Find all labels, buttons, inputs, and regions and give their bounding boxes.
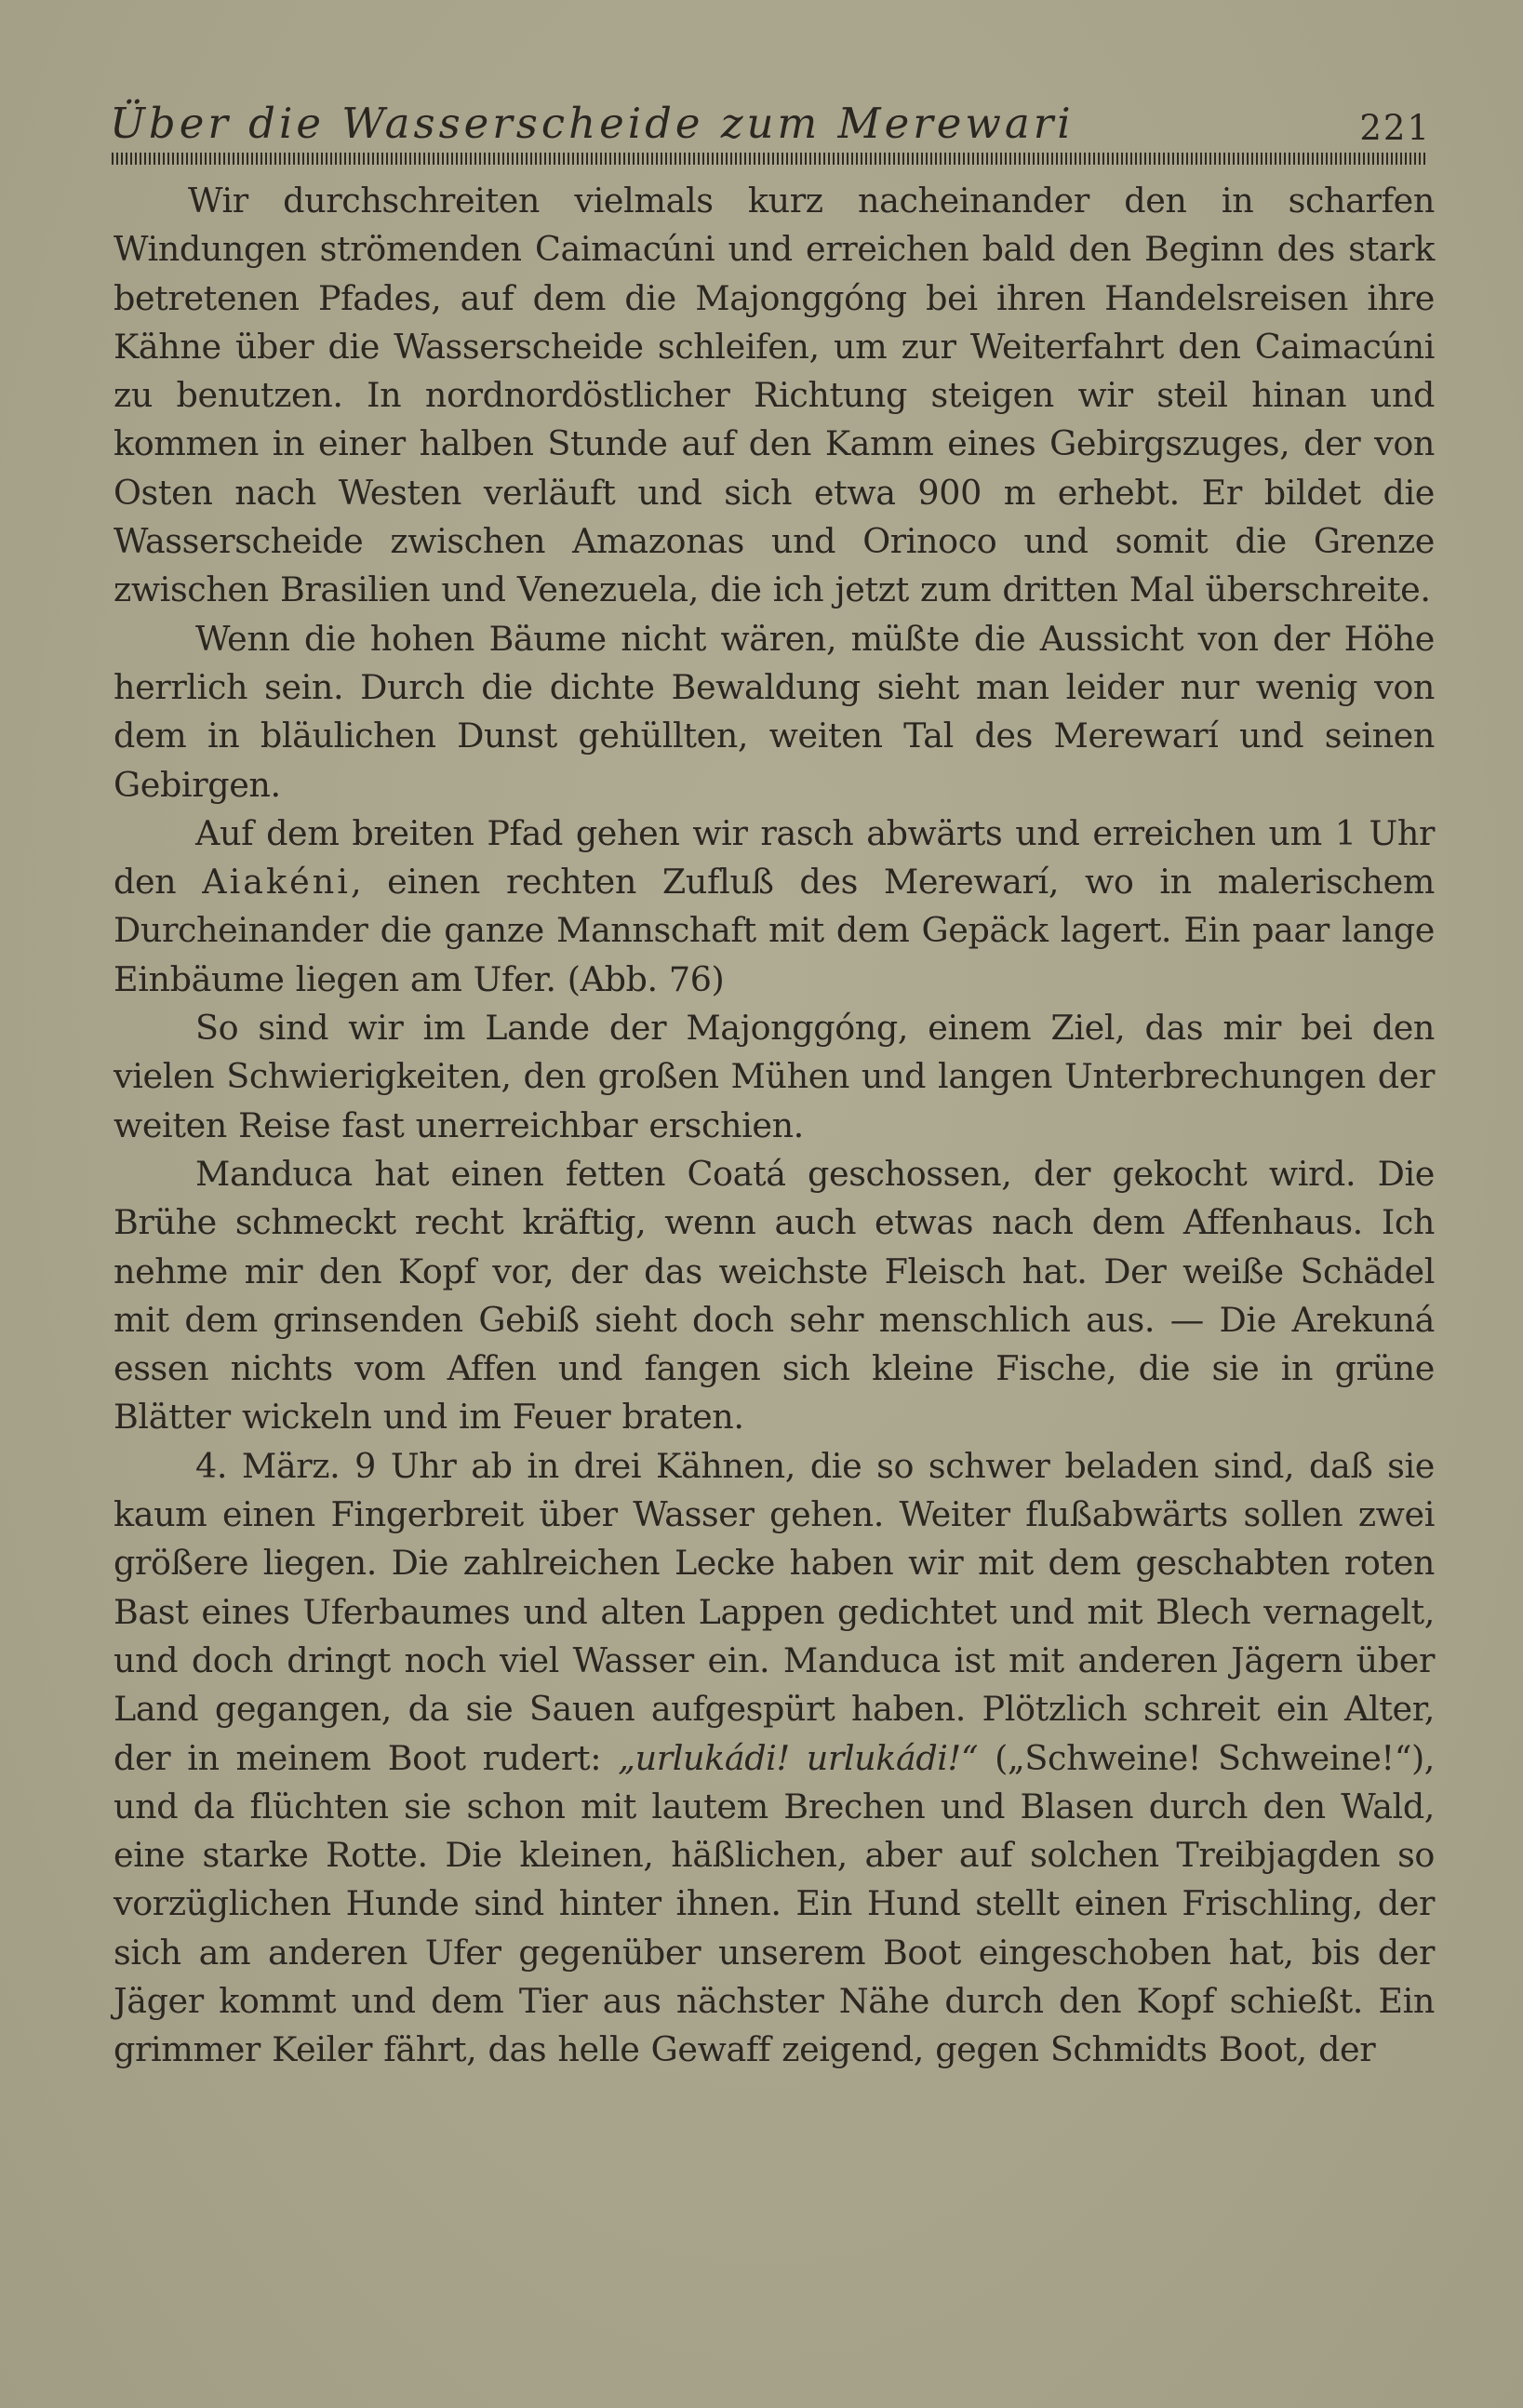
running-title: Über die Wasserscheide zum Merewari (110, 99, 1075, 148)
paragraph: Wenn die hohen Bäume nicht wären, müßte die Aussicht von der Höhe herrlich sein. Durch die dichte Bewaldung sieht man leider nur wenig von dem in bläulichen Dunst gehüllten, weiten Tal des Merewarí und seinen Gebirgen. (114, 618, 1435, 805)
paragraph: Manduca hat einen fetten Coatá geschossen, der gekocht wird. Die Brühe schmeckt recht kräftig, wenn auch etwas nach dem Affenhaus. Ich nehme mir den Kopf vor, der das weichste Fleisch hat. Der weiße Schädel mit dem grinsenden Gebiß sieht doch sehr menschlich aus. — Die Arekuná essen nichts vom Affen und fangen sich kleine Fische, die sie in grüne Blätter wickeln und im Feuer braten. (114, 1153, 1435, 1438)
paragraph-text: („Schweine! Schweine!“), und da flüchten sie schon mit lautem Brechen und Blasen durch den Wald, eine starke Rotte. Die kleinen, häßlichen, aber auf solchen Treibjagden so vorzüglichen Hunde sind hinter ihnen. Ein Hund stellt einen Frischling, der sich am anderen Ufer gegenüber unserem Boot eingeschoben hat, bis der Jäger kommt und dem Tier aus nächster Nähe durch den Kopf schießt. Ein grimmer Keiler fährt, das helle Gewaff zeigend, gegen Schmidts Boot, der (114, 1737, 1436, 2070)
spaced-place-name: Aiakéni (202, 862, 351, 903)
running-head (110, 93, 1431, 151)
paragraph (114, 1442, 1435, 2075)
paragraph: Wir durchschreiten vielmals kurz nacheinander den in scharfen Windungen strömenden Caimacúni und erreichen bald den Beginn des stark betretenen Pfades, auf dem die Majonggóng bei ihren Handelsreisen ihre Kähne über die Wasserscheide schleifen, um zur Weiterfahrt den Caimacúni zu benutzen. In nordnordöstlicher Richtung steigen wir steil hinan und kommen in einer halben Stunde auf den Kamm eines Gebirgszuges, der von Osten nach Westen verläuft und sich etwa 900 m erhebt. Er bildet die Wasserscheide zwischen Amazonas und Orinoco und somit die Grenze zwischen Brasilien und Venezuela, die ich jetzt zum dritten Mal überschreite. (114, 181, 1435, 610)
paragraph: So sind wir im Lande der Majonggóng, einem Ziel, das mir bei den vielen Schwierigkeiten, den großen Mühen und langen Unterbrechungen der weiten Reise fast unerreichbar erschien. (114, 1008, 1435, 1145)
paragraph (114, 809, 1435, 1004)
italic-quote: „urlukádi! urlukádi!“ (618, 1737, 979, 1778)
page-number: 221 (1359, 108, 1431, 148)
body-text (114, 177, 1435, 2075)
paragraph-text: , einen rechten Zufluß des Merewarí, wo in malerischem Durcheinander die ganze Mannschaft mit dem Gepäck lagert. Ein paar lange Einbäume liegen am Ufer. (Abb. 76) (114, 862, 1435, 999)
header-rule (112, 153, 1425, 165)
paragraph-text: 4. März. 9 Uhr ab in drei Kähnen, die so schwer beladen sind, daß sie kaum einen Fingerbreit über Wasser gehen. Weiter flußabwärts sollen zwei größere liegen. Die zahlreichen Lecke haben wir mit dem geschabten roten Bast eines Uferbaumes und alten Lappen gedichtet und mit Blech vernagelt, und doch dringt noch viel Wasser ein. Manduca ist mit anderen Jägern über Land gegangen, da sie Sauen aufgespürt haben. Plötzlich schreit ein Alter, der in meinem Boot rudert: (114, 1445, 1435, 1778)
paragraph-text: Auf dem breiten Pfad gehen wir rasch abwärts und erreichen um 1 Uhr den (114, 812, 1435, 903)
